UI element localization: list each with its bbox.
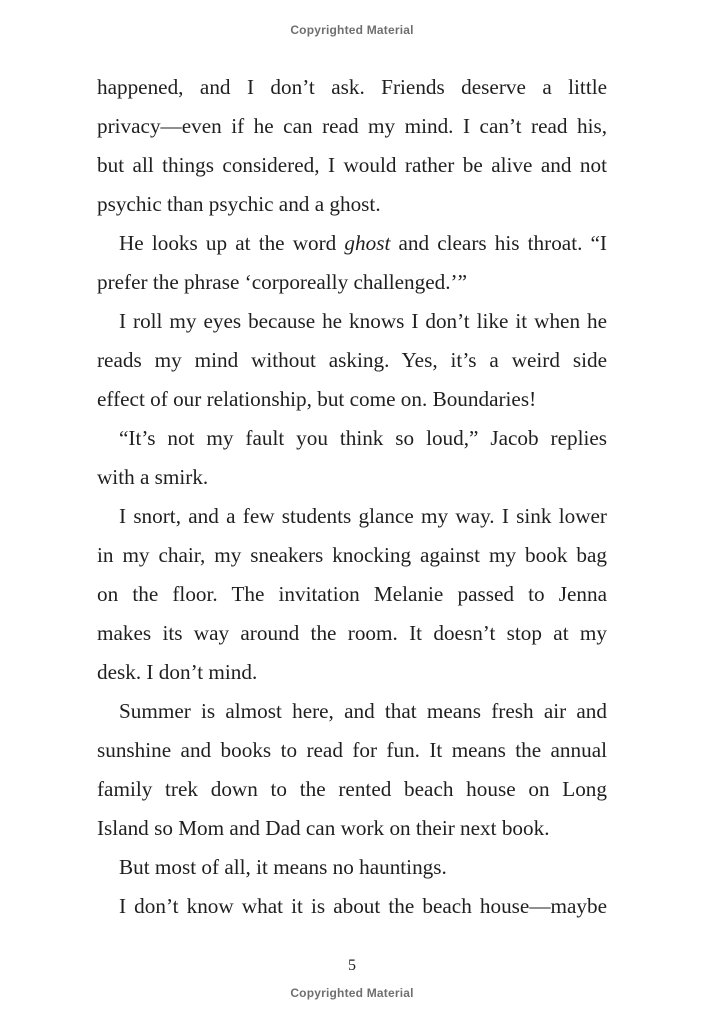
text-line: prefer the phrase ‘corporeally challenged.’” (97, 270, 467, 294)
text-line (97, 224, 607, 263)
footer-copyright: Copyrighted Material (290, 986, 414, 1000)
text-line: reads my mind without asking. Yes, it’s a weird side (97, 348, 607, 372)
body-text (97, 68, 607, 926)
text-line: privacy—even if he can read my mind. I can’t read his, (97, 114, 607, 138)
text-line: But most of all, it means no hauntings. (119, 855, 447, 879)
text-line: happened, and I don’t ask. Friends deserve a little (97, 75, 607, 99)
text-line: sunshine and books to read for fun. It means the annual (97, 738, 607, 762)
header-copyright: Copyrighted Material (290, 23, 414, 37)
text-line: in my chair, my sneakers knocking against my book bag (97, 543, 607, 567)
text-line: effect of our relationship, but come on. Boundaries! (97, 387, 537, 411)
text-line: makes its way around the room. It doesn’t stop at my (97, 621, 607, 645)
text-line: I snort, and a few students glance my way. I sink lower (119, 504, 607, 528)
text-line: “It’s not my fault you think so loud,” Jacob replies (119, 426, 607, 450)
page-number: 5 (348, 957, 356, 974)
emphasis-text: ghost (344, 231, 391, 255)
text-line: on the floor. The invitation Melanie passed to Jenna (97, 582, 607, 606)
text-line: desk. I don’t mind. (97, 660, 258, 684)
text-line: but all things considered, I would rather be alive and not (97, 153, 607, 177)
text-line: Island so Mom and Dad can work on their next book. (97, 816, 550, 840)
text-line: Summer is almost here, and that means fresh air and (119, 699, 607, 723)
text-segment: and clears his throat. “I (390, 231, 607, 255)
text-line: psychic than psychic and a ghost. (97, 192, 381, 216)
text-line: I don’t know what it is about the beach house—maybe (119, 894, 607, 918)
text-line: with a smirk. (97, 465, 209, 489)
text-segment: He looks up at the word (119, 231, 345, 255)
text-line: family trek down to the rented beach house on Long (97, 777, 607, 801)
text-line: I roll my eyes because he knows I don’t like it when he (119, 309, 607, 333)
